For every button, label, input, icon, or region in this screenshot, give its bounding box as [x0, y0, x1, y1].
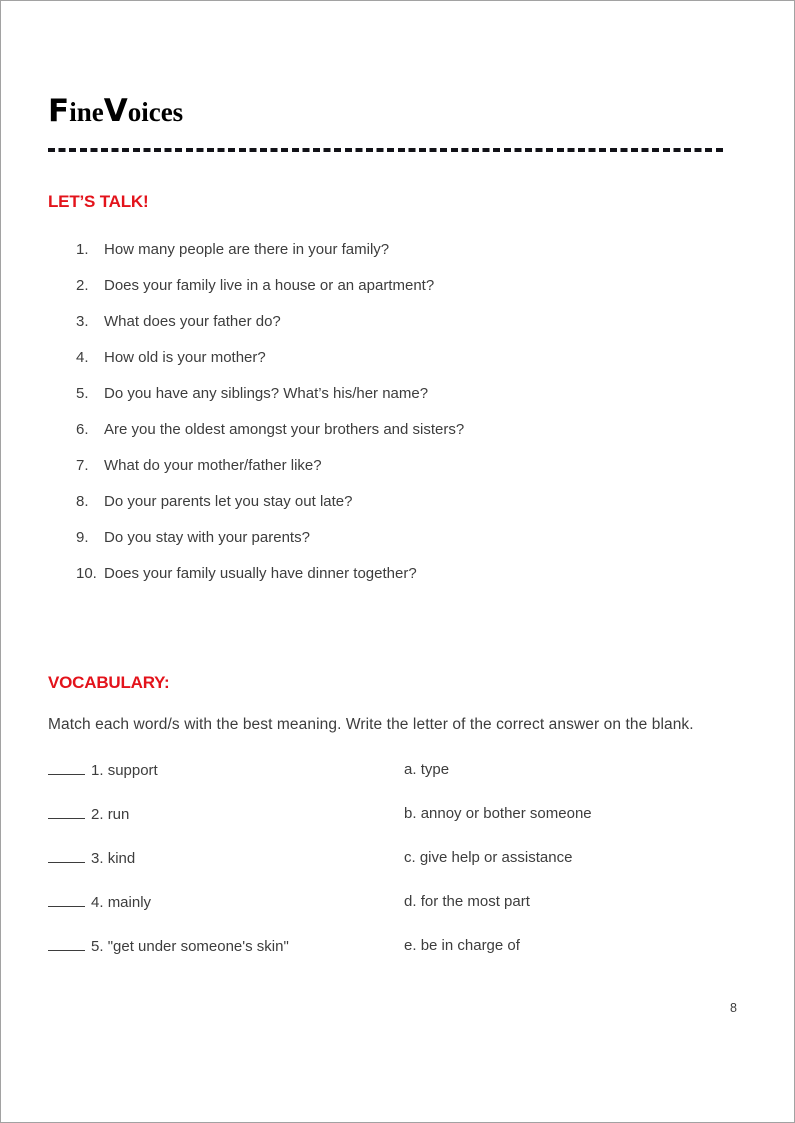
answer-blank [48, 761, 85, 775]
brand-logo [48, 93, 183, 129]
match-pair-row [1, 761, 795, 781]
match-meaning [404, 761, 449, 778]
vocabulary-heading: VOCABULARY: [48, 673, 170, 692]
meaning-text: annoy or bother someone [420, 805, 592, 822]
lets-talk-heading: LET’S TALK! [48, 192, 149, 211]
question-number: 7. [76, 457, 89, 474]
question-number: 2. [76, 277, 89, 294]
meaning-letter: e. [404, 937, 417, 954]
question-text: How many people are there in your family? [104, 241, 390, 258]
question-item [76, 493, 352, 511]
question-item [76, 277, 434, 295]
meaning-text: for the most part [420, 893, 530, 910]
question-number: 9. [76, 529, 89, 546]
match-pair-row [1, 937, 795, 957]
question-text: Are you the oldest amongst your brothers and sisters? [104, 421, 465, 438]
match-term [48, 761, 158, 779]
question-text: How old is your mother? [104, 349, 266, 366]
term-text: run [107, 806, 130, 823]
answer-blank [48, 805, 85, 819]
term-number: 3. [91, 850, 104, 867]
question-item [76, 457, 322, 475]
meaning-letter: d. [404, 893, 417, 910]
question-item [76, 529, 310, 547]
term-number: 5. [91, 938, 104, 955]
term-number: 2. [91, 806, 104, 823]
question-item [76, 421, 464, 439]
logo-letter-v: V [103, 93, 128, 129]
term-text: support [107, 762, 158, 779]
term-text: "get under someone's skin" [107, 938, 289, 955]
match-meaning [404, 937, 520, 954]
question-number: 4. [76, 349, 89, 366]
question-number: 8. [76, 493, 89, 510]
term-text: mainly [107, 894, 152, 911]
match-meaning [404, 849, 572, 866]
dashed-divider [48, 148, 723, 152]
question-number: 3. [76, 313, 89, 330]
match-term [48, 893, 151, 911]
meaning-letter: b. [404, 805, 417, 822]
question-text: What do your mother/father like? [104, 457, 322, 474]
questions-list [76, 239, 726, 619]
match-term [48, 937, 289, 955]
match-term [48, 849, 135, 867]
match-pair-row [1, 893, 795, 913]
question-number: 5. [76, 385, 89, 402]
term-number: 1. [91, 762, 104, 779]
question-text: Do your parents let you stay out late? [104, 493, 353, 510]
question-text: What does your father do? [104, 313, 281, 330]
question-number: 1. [76, 241, 89, 258]
answer-blank [48, 937, 85, 951]
match-meaning [404, 893, 530, 910]
vocabulary-instructions: Match each word/s with the best meaning. Write the letter of the correct answer on the blank. [48, 716, 694, 733]
meaning-text: be in charge of [420, 937, 520, 954]
question-item [76, 565, 417, 583]
question-item [76, 385, 428, 403]
question-number: 6. [76, 421, 89, 438]
logo-text-ine: ine [69, 97, 104, 127]
page-number: 8 [730, 1001, 737, 1015]
logo-text-oices: oices [127, 97, 184, 127]
term-text: kind [107, 850, 136, 867]
answer-blank [48, 893, 85, 907]
question-item [76, 349, 266, 367]
question-number: 10. [76, 565, 97, 582]
meaning-text: type [420, 761, 450, 778]
question-text: Do you stay with your parents? [104, 529, 310, 546]
question-text: Do you have any siblings? What’s his/her name? [104, 385, 429, 402]
meaning-letter: a. [404, 761, 417, 778]
question-item [76, 241, 389, 259]
meaning-letter: c. [404, 849, 416, 866]
match-pair-row [1, 849, 795, 869]
answer-blank [48, 849, 85, 863]
meaning-text: give help or assistance [419, 849, 573, 866]
question-item [76, 313, 281, 331]
match-pair-row [1, 805, 795, 825]
question-text: Does your family live in a house or an apartment? [104, 277, 435, 294]
term-number: 4. [91, 894, 104, 911]
question-text: Does your family usually have dinner together? [104, 565, 417, 582]
match-meaning [404, 805, 592, 822]
logo-letter-f: F [48, 93, 70, 129]
match-term [48, 805, 129, 823]
